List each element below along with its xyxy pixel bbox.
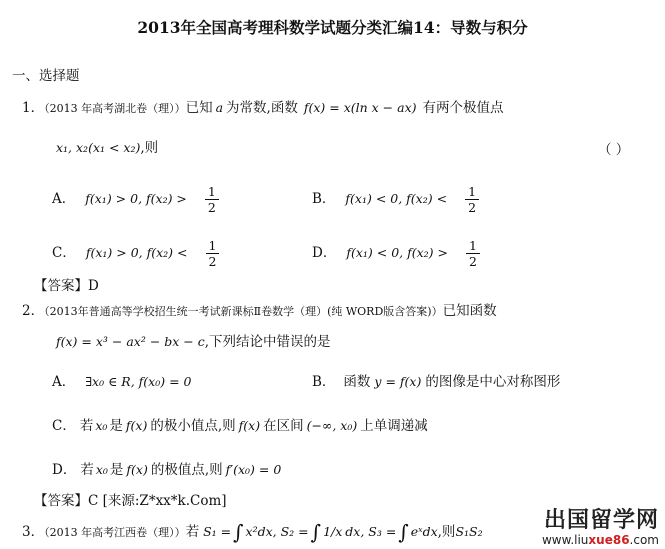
- option-expr: f(x₁) > 0, f(x₂) >: [85, 191, 187, 206]
- option-label: D．: [52, 462, 77, 478]
- question-text: ,则: [437, 524, 456, 540]
- math-function: f(x) = x³ − ax² − bx − c: [56, 334, 205, 349]
- math-function: f(x) = x(ln x − ax): [303, 100, 417, 115]
- q1-option-d: [312, 238, 480, 269]
- math-fx: f(x): [126, 462, 148, 477]
- watermark-url: www.liuxue86.com: [541, 533, 659, 547]
- fraction: $\frac{1}{2}$: [205, 184, 219, 215]
- math-fx: f(x): [238, 418, 261, 433]
- math-s1-body: x²dx, S₂ =: [245, 524, 309, 539]
- option-label: D．: [312, 245, 337, 261]
- option-expr: f(x₁) < 0, f(x₂) >: [346, 245, 448, 260]
- option-text: 是: [109, 418, 123, 434]
- question-text: ,则: [140, 140, 159, 156]
- math-x0: x₀: [95, 462, 108, 477]
- question-text: 有两个极值点: [422, 100, 504, 116]
- question-2-line-2: [56, 330, 331, 350]
- option-label: A．: [52, 374, 76, 390]
- math-fx: f(x): [125, 418, 148, 433]
- math-x0: x₀: [95, 418, 108, 433]
- q2-option-b: [312, 370, 560, 390]
- math-var-a: a: [215, 100, 224, 115]
- option-label: B．: [312, 374, 336, 390]
- option-expr: ∃x₀ ∈ R, f(x₀) = 0: [85, 374, 192, 389]
- fraction: $\frac{1}{2}$: [466, 238, 480, 269]
- fraction: $\frac{1}{2}$: [465, 184, 479, 215]
- math-slash: /: [331, 524, 336, 539]
- question-source: （2013 年高考湖北卷（理））: [44, 102, 186, 115]
- q2-option-d: [52, 458, 284, 478]
- answer-paren: （ ）: [598, 142, 630, 158]
- question-text: 已知函数: [442, 303, 497, 319]
- integral-sign: ∫: [310, 520, 322, 544]
- q2-answer: 【答案】C [来源:Z*xx*k.Com]: [34, 493, 227, 509]
- question-1-line-2: [56, 136, 158, 156]
- option-text: 是: [109, 462, 124, 478]
- q2-option-a: [52, 370, 191, 390]
- fraction: $\frac{1}{2}$: [206, 238, 220, 269]
- option-text: 若: [80, 462, 94, 478]
- option-text: 的极小值点,则: [150, 418, 236, 434]
- option-text: 若: [79, 418, 94, 434]
- q1-option-b: [312, 184, 479, 215]
- option-text: 上单调递减: [360, 418, 428, 434]
- q1-option-c: [52, 238, 219, 269]
- section-heading: 一、选择题: [12, 68, 80, 84]
- math-s3-body: eˣdx: [410, 524, 438, 539]
- math-s2-frac-num: 1: [323, 524, 332, 539]
- math-interval: (−∞, x₀): [306, 418, 358, 433]
- question-2-line-1: [22, 299, 497, 319]
- option-label: C．: [52, 418, 76, 434]
- math-s2-body: dx, S₃ =: [345, 524, 397, 539]
- watermark-title: 出国留学网: [543, 508, 659, 533]
- q1-answer: 【答案】D: [34, 278, 99, 294]
- option-text: 在区间: [263, 418, 304, 434]
- question-source: （2013 年高考江西卷（理））: [44, 526, 186, 539]
- site-watermark: [542, 509, 659, 547]
- option-expr: f(x₁) < 0, f(x₂) <: [345, 191, 448, 206]
- option-label: C．: [52, 245, 76, 261]
- option-label: B．: [312, 191, 336, 207]
- option-label: A．: [52, 191, 76, 207]
- page-title: 2013年全国高考理科数学试题分类汇编14：导数与积分: [137, 18, 528, 37]
- question-number: 3．: [22, 524, 45, 540]
- math-s1: S₁ =: [203, 524, 232, 539]
- integral-sign: ∫: [398, 520, 409, 544]
- question-text: ,下列结论中错误的是: [204, 334, 331, 350]
- option-text: 的图像是中心对称图形: [425, 374, 561, 390]
- question-number: 1．: [22, 100, 45, 116]
- option-text: 的极值点,则: [150, 462, 223, 478]
- option-expr: f(x₁) > 0, f(x₂) <: [85, 245, 188, 260]
- option-expr: y = f(x): [374, 374, 422, 389]
- math-extreme-points: x₁, x₂(x₁ < x₂): [56, 140, 141, 155]
- math-tail: S₁S₂: [455, 524, 483, 539]
- question-text: 为常数,函数: [226, 100, 298, 116]
- question-text: 已知: [185, 100, 213, 116]
- question-3-line-1: [22, 520, 483, 544]
- math-s2-frac-den: x: [335, 524, 343, 539]
- q1-option-a: [52, 184, 219, 215]
- question-text: 若: [185, 524, 200, 540]
- q2-option-c: [52, 414, 428, 434]
- option-text: 函数: [343, 374, 371, 390]
- math-derivative: f′(x₀) = 0: [225, 462, 282, 477]
- question-number: 2．: [22, 303, 45, 319]
- integral-sign: ∫: [233, 520, 244, 544]
- question-1-line-1: [22, 96, 504, 116]
- question-source: （2013年普通高等学校招生统一考试新课标Ⅱ卷数学（理）(纯 WORD版含答案)）: [44, 305, 443, 318]
